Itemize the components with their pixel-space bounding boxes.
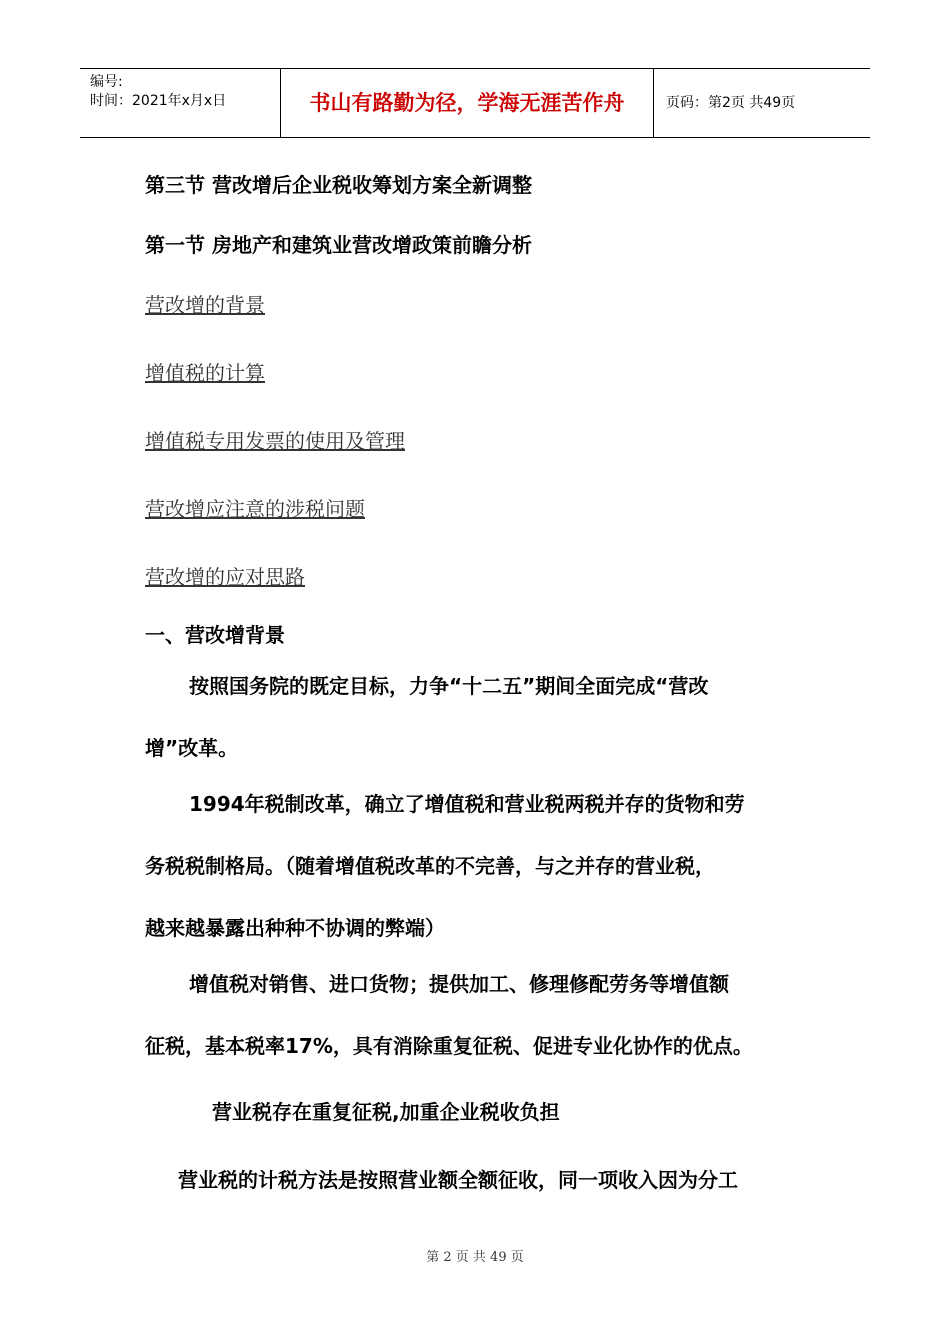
page-footer: 第 2 页 共 49 页 [426,1250,524,1265]
motto-text: 书山有路勤为径，学海无涯苦作舟 [309,91,625,115]
paragraph-line: 1994年税制改革，确立了增值税和营业税两税并存的货物和劳 [189,792,745,816]
paragraph-line: 增”改革。 [145,736,239,760]
toc-link-vat-invoice[interactable]: 增值税专用发票的使用及管理 [145,429,405,453]
heading-section-1: 第一节 房地产和建筑业营改增政策前瞻分析 [145,233,532,257]
paragraph-line: 营业税存在重复征税,加重企业税收负担 [212,1100,560,1124]
page-label: 页码：第2页 共49页 [666,95,796,111]
toc-link-tax-issues[interactable]: 营改增应注意的涉税问题 [145,497,365,521]
header-meta-cell [80,69,281,137]
toc-link-vat-calculation[interactable]: 增值税的计算 [145,361,265,385]
time-label: 时间：2021年x月x日 [90,93,227,109]
header-motto-cell [281,69,654,137]
paragraph-line: 征税，基本税率17%，具有消除重复征税、促进专业化协作的优点。 [145,1034,753,1058]
paragraph-line: 务税税制格局。（随着增值税改革的不完善，与之并存的营业税， [145,854,715,878]
header-page-cell [654,69,870,137]
paragraph-line: 按照国务院的既定目标，力争“十二五”期间全面完成“营改 [189,674,709,698]
number-label: 编号: [90,74,123,90]
paragraph-line: 增值税对销售、进口货物；提供加工、修理修配劳务等增值额 [189,972,729,996]
section-title: 一、营改增背景 [145,623,285,647]
document-header [80,68,870,138]
toc-link-coping-strategy[interactable]: 营改增的应对思路 [145,565,305,589]
paragraph-line: 营业税的计税方法是按照营业额全额征收，同一项收入因为分工 [178,1168,738,1192]
heading-section-3: 第三节 营改增后企业税收筹划方案全新调整 [145,173,532,197]
paragraph-line: 越来越暴露出种种不协调的弊端） [145,916,445,940]
toc-link-background[interactable]: 营改增的背景 [145,293,265,317]
